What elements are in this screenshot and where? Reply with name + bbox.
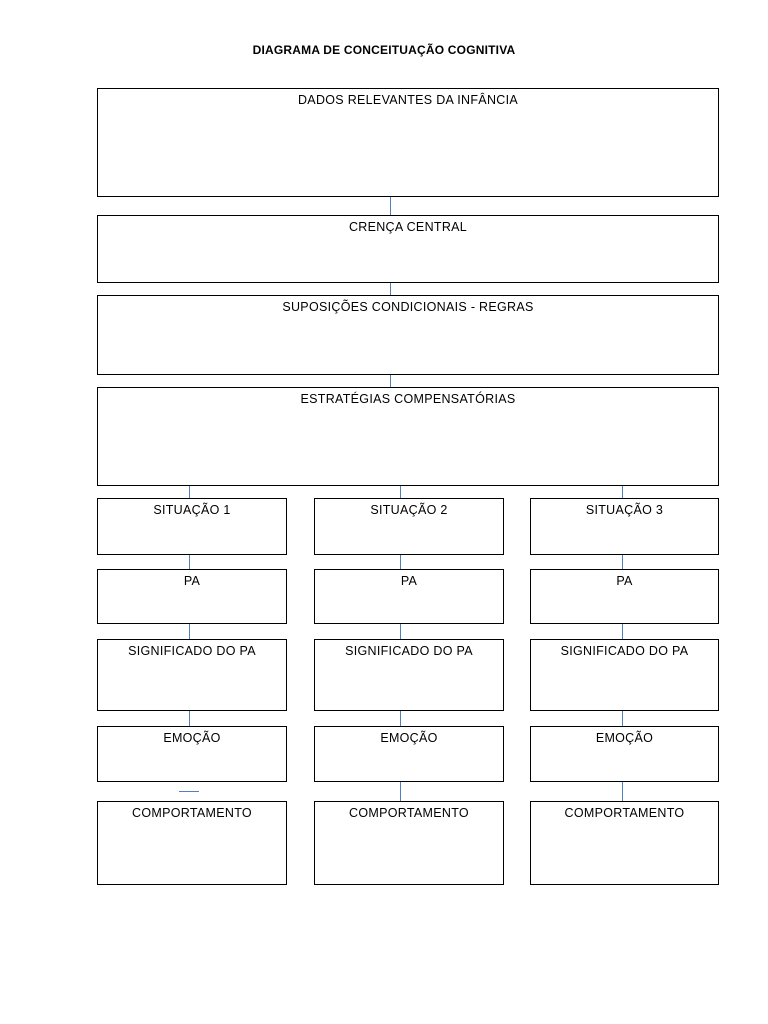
meaning-3-label: SIGNIFICADO DO PA (560, 644, 689, 658)
situation-3-label: SITUAÇÃO 3 (585, 503, 664, 517)
meaning-1-box (97, 639, 287, 711)
emotion-1-label: EMOÇÃO (163, 731, 221, 745)
connector (400, 555, 401, 569)
meaning-2-box (314, 639, 504, 711)
situation-1-label: SITUAÇÃO 1 (153, 503, 231, 517)
childhood-data-label: DADOS RELEVANTES DA INFÂNCIA (297, 93, 519, 107)
connector (400, 782, 401, 801)
connector (189, 711, 190, 726)
connector (390, 283, 391, 295)
connector (390, 197, 391, 215)
connector (390, 375, 391, 387)
pa-2-label: PA (400, 574, 418, 588)
connector (622, 486, 623, 498)
pa-2-box (314, 569, 504, 624)
connector (189, 555, 190, 569)
stray-connector (179, 791, 199, 792)
core-belief-box (97, 215, 719, 283)
behavior-2-box (314, 801, 504, 885)
page-title: DIAGRAMA DE CONCEITUAÇÃO COGNITIVA (252, 43, 516, 57)
behavior-2-label: COMPORTAMENTO (349, 806, 469, 820)
pa-3-label: PA (616, 574, 633, 588)
emotion-3-box (530, 726, 719, 782)
connector (622, 624, 623, 639)
connector (400, 624, 401, 639)
behavior-3-box (530, 801, 719, 885)
childhood-data-box (97, 88, 719, 197)
emotion-1-box (97, 726, 287, 782)
situation-2-label: SITUAÇÃO 2 (370, 503, 448, 517)
connector (400, 486, 401, 498)
connector (622, 782, 623, 801)
pa-3-box (530, 569, 719, 624)
compensatory-strategies-box (97, 387, 719, 486)
connector (622, 711, 623, 726)
meaning-3-box (530, 639, 719, 711)
pa-1-box (97, 569, 287, 624)
situation-3-box (530, 498, 719, 555)
conditional-assumptions-label: SUPOSIÇÕES CONDICIONAIS - REGRAS (282, 300, 534, 314)
connector (189, 624, 190, 639)
behavior-1-label: COMPORTAMENTO (132, 806, 252, 820)
situation-2-box (314, 498, 504, 555)
behavior-1-box (97, 801, 287, 885)
meaning-2-label: SIGNIFICADO DO PA (345, 644, 473, 658)
pa-1-label: PA (183, 574, 201, 588)
meaning-1-label: SIGNIFICADO DO PA (128, 644, 256, 658)
emotion-2-label: EMOÇÃO (380, 731, 438, 745)
connector (189, 486, 190, 498)
emotion-3-label: EMOÇÃO (595, 731, 654, 745)
conditional-assumptions-box (97, 295, 719, 375)
situation-1-box (97, 498, 287, 555)
connector (400, 711, 401, 726)
behavior-3-label: COMPORTAMENTO (564, 806, 685, 820)
compensatory-strategies-label: ESTRATÉGIAS COMPENSATÓRIAS (300, 392, 516, 406)
core-belief-label: CRENÇA CENTRAL (348, 220, 468, 234)
emotion-2-box (314, 726, 504, 782)
connector (622, 555, 623, 569)
